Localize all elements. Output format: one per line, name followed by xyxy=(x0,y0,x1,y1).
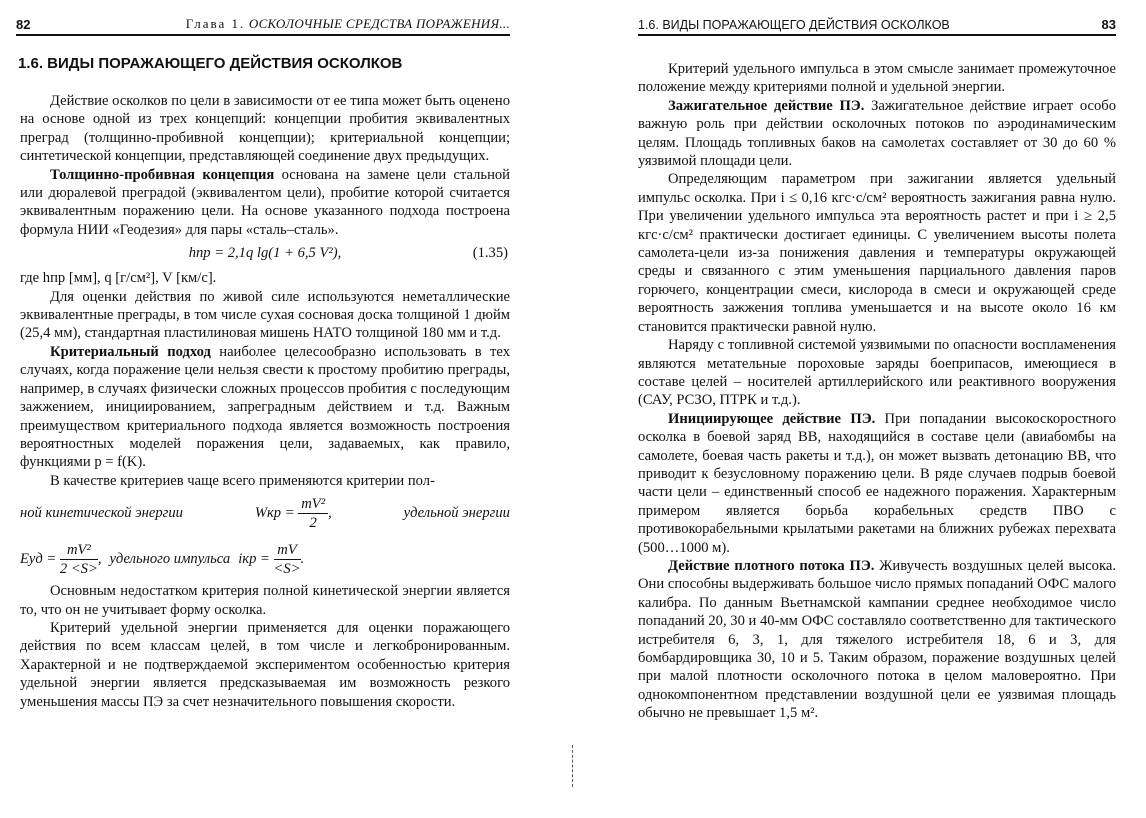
bold-term: Зажигательное действие ПЭ. xyxy=(668,97,865,114)
right-page xyxy=(570,0,1146,818)
paragraph: Критериальный подход наиболее целесообразно использовать в тех случаях, когда поражение цели нельзя свести к простому пробитию преграды, например, в случаях физически сложных процессов пробития с последующим зажжением, инициированием, запреградным действием и т.д. Важным преимуществом критериального подхода является возможность построения вероятностных моделей поражения цели, задаваемых, как правило, функциями p = f(K). xyxy=(20,343,510,471)
criteria-formula-line-2: Eуд = $\frac{\text{mV²}}{2 <S>}$ , удельного импульса iкр = $\frac{mV}{<S>}$ . xyxy=(20,541,305,577)
chapter-label: Глава 1. xyxy=(185,16,246,31)
paragraph: Инициирующее действие ПЭ. При попадании высокоскоростного осколка в боевой заряд ВВ, находящийся в составе цели (авиабомбы на самолете, боевая часть ракеты и т.д.), он может вызвать детонацию ВВ, что приводит к безусловному поражению цели. В ряде случаев подрыв боевой части цели – единственный способ ее надежного поражения. Характерным примером является борьба корабельных средств ПВО с противокорабельными крылатыми ракетами на ближних рубежах перехвата (500…1000 м). xyxy=(638,410,1116,556)
paragraph: Для оценки действия по живой силе используются неметаллические эквивалентные преграды, в том числе сухая сосновая доска толщиной 1 дюйм (25,4 мм), стандартная пластилиновая мишень НАТО толщиной 180 мм и т.д. xyxy=(20,288,510,342)
paragraph: Определяющим параметром при зажигании является удельный импульс осколка. При i ≤ 0,16 кгс·с/см² вероятность зажигания равна нулю. При увеличении удельного импульса эта вероятность растет и при i ≥ 2,5 кгс·с/см² практически достигает единицы. С увеличением высоты полета самолета-цели из-за понижения давления и температуры окружающей среды и связанного с этим уменьшения парциального давления паров горючего, концентрации смеси, кислорода в смеси и окружающей среде вероятность зажжения топлива уменьшается и на высоте около 16 км становится практически равной нулю. xyxy=(638,171,1116,335)
kinetic-energy-formula: Wкр = $\frac{\text{mV²}}{2}$ , xyxy=(254,495,332,531)
bold-term: Инициирующее действие ПЭ. xyxy=(668,410,876,427)
right-body-text xyxy=(638,60,1116,723)
page-number-right: 83 xyxy=(1101,17,1116,32)
formula-expression: hпр = 2,1q lg(1 + 6,5 V²), xyxy=(188,245,342,262)
paragraph: Критерий удельной энергии применяется для оценки поражающего действия по всем классам целей, в том числе и легкобронированным. Характерной и не подтверждаемой экспериментом особенностью критерия удельной энергии является предсказываемая им возможность резкого уменьшения массы ПЭ за счет незначительного повышения скорости. xyxy=(20,619,510,710)
paragraph: В качестве критериев чаще всего применяются критерии пол- xyxy=(50,472,435,489)
paragraph: Действие плотного потока ПЭ. Живучесть воздушных целей высока. Они способны выдерживать большое число прямых попаданий ОФС малого калибра. По данным Вьетнамской кампании среднее необходимое число попаданий 20, 30 и 40-мм ОФС составляло соответственно для тактического истребителя 6, 3, 1, для тяжелого истребителя 18, 6 и 3, для бомбардировщика 30, 10 и 5. Таким образом, поражение воздушных целей при малой плотности осколочного потока в целом маловероятно. При однокомпонентном представлении воздушной цели ее уязвимая площадь обычно не превышает 1,5 м². xyxy=(638,557,1116,722)
section-running-title: 1.6. ВИДЫ ПОРАЖАЮЩЕГО ДЕЙСТВИЯ ОСКОЛКОВ xyxy=(638,18,950,32)
running-head-right xyxy=(638,12,1116,36)
paragraph: Критерий удельного импульса в этом смысле занимает промежуточное положение между критериями полной и удельной энергии. xyxy=(638,61,1116,96)
criteria-formula-line-1: ной кинетической энергии Wкр = $\frac{\text{mV²}}{2}$ , удельной энергии xyxy=(20,495,510,531)
left-body-text xyxy=(20,92,510,711)
paragraph: Действие осколков по цели в зависимости от ее типа может быть оценено на основе одной из трех концепций: концепции пробития эквивалентных преград (толщинно-пробивной концепции); критериальной концепции; синтетической концепции, представляющей соединение двух предыдущих. xyxy=(20,93,510,165)
specific-impulse-formula: iкр = $\frac{mV}{<S>}$ . xyxy=(238,541,305,577)
chapter-title xyxy=(186,16,510,32)
bold-term: Критериальный подход xyxy=(50,343,211,360)
units-line: где hпр [мм], q [г/см²], V [км/с]. xyxy=(20,270,217,287)
paragraph: Наряду с топливной системой уязвимыми по опасности воспламенения являются метательные пороховые заряды боеприпасов, имеющиеся в составе целей – носителей артиллерийского или реактивного вооружения (САУ, РСЗО, ПТРК и т.д.). xyxy=(638,337,1116,409)
page-number-left: 82 xyxy=(16,17,31,32)
chapter-name: ОСКОЛОЧНЫЕ СРЕДСТВА ПОРАЖЕНИЯ... xyxy=(248,16,510,31)
equation-number: (1.35) xyxy=(472,245,508,262)
formula-1-35 xyxy=(20,239,510,269)
paragraph: Толщинно-пробивная концепция основана на замене цели стальной или дюралевой преградой (эквивалентом цели), пробитие которой считается эквивалентным поражению цели. На основе указанного подхода построена формула НИИ «Геодезия» для пары «сталь–сталь». xyxy=(20,166,510,238)
specific-energy-formula: Eуд = $\frac{\text{mV²}}{2 <S>}$ , xyxy=(20,541,102,577)
bold-term: Толщинно-пробивная концепция xyxy=(50,166,275,183)
running-head-left xyxy=(16,12,510,36)
paragraph: Основным недостатком критерия полной кинетической энергии является то, что он не учитывает форму осколка. xyxy=(20,583,510,618)
bold-term: Действие плотного потока ПЭ. xyxy=(668,557,875,574)
paragraph: Зажигательное действие ПЭ. Зажигательное действие играет особо важную роль при действии осколочных потоков по аэродинамическим целям. Площадь топливных баков на самолетах составляет от 30 до 60 % уязвимой площади цели. xyxy=(638,97,1116,170)
section-heading: 1.6. ВИДЫ ПОРАЖАЮЩЕГО ДЕЙСТВИЯ ОСКОЛКОВ xyxy=(18,55,403,72)
left-page xyxy=(0,0,570,818)
